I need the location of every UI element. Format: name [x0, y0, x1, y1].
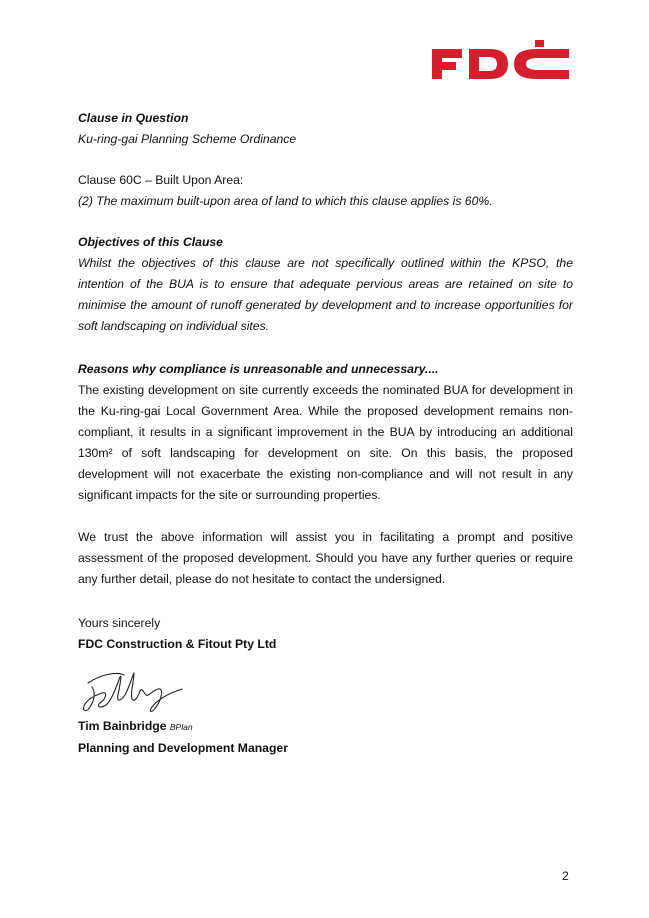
handwritten-signature	[78, 663, 190, 715]
reasons-heading: Reasons why compliance is unreasonable and unnecessary....	[78, 362, 439, 376]
objectives-heading: Objectives of this Clause	[78, 235, 223, 249]
signatory-name: Tim Bainbridge	[78, 719, 167, 733]
clause-heading: Clause in Question	[78, 111, 189, 125]
closing-paragraph: We trust the above information will assist you in facilitating a prompt and positive assessment of the proposed development. Should you have any further queries or require any further detail, please do not hesitate to contact the undersigned.	[78, 530, 573, 586]
letter-body	[78, 108, 573, 759]
signatory-qualification: BPlan	[169, 722, 193, 732]
signatory-line	[78, 716, 573, 738]
clause-title: Clause 60C – Built Upon Area:	[78, 173, 244, 187]
company-name: FDC Construction & Fitout Pty Ltd	[78, 637, 277, 651]
objectives-text: Whilst the objectives of this clause are not specifically outlined within the KPSO, the intention of the BUA is to ensure that adequate pervious areas are retained on site to minimise the amount of runoff generated by development and to increase opportunities for soft landscaping on individual sites.	[78, 256, 573, 333]
page-number: 2	[562, 869, 569, 883]
reasons-text: The existing development on site currently exceeds the nominated BUA for development in the Ku-ring-gai Local Government Area. While the proposed development remains non-compliant, it results in a significant improvement in the BUA by introducing an additional 130m² of soft landscaping for development on site. On this basis, the proposed development will not exacerbate the existing non-compliance and will not result in any significant impacts for the site or surrounding properties.	[78, 383, 573, 502]
fdc-logo	[432, 37, 570, 79]
ordinance-name: Ku-ring-gai Planning Scheme Ordinance	[78, 132, 297, 146]
clause-text: (2) The maximum built-upon area of land to which this clause applies is 60%.	[78, 194, 493, 208]
salutation: Yours sincerely	[78, 616, 161, 630]
signatory-title: Planning and Development Manager	[78, 741, 288, 755]
